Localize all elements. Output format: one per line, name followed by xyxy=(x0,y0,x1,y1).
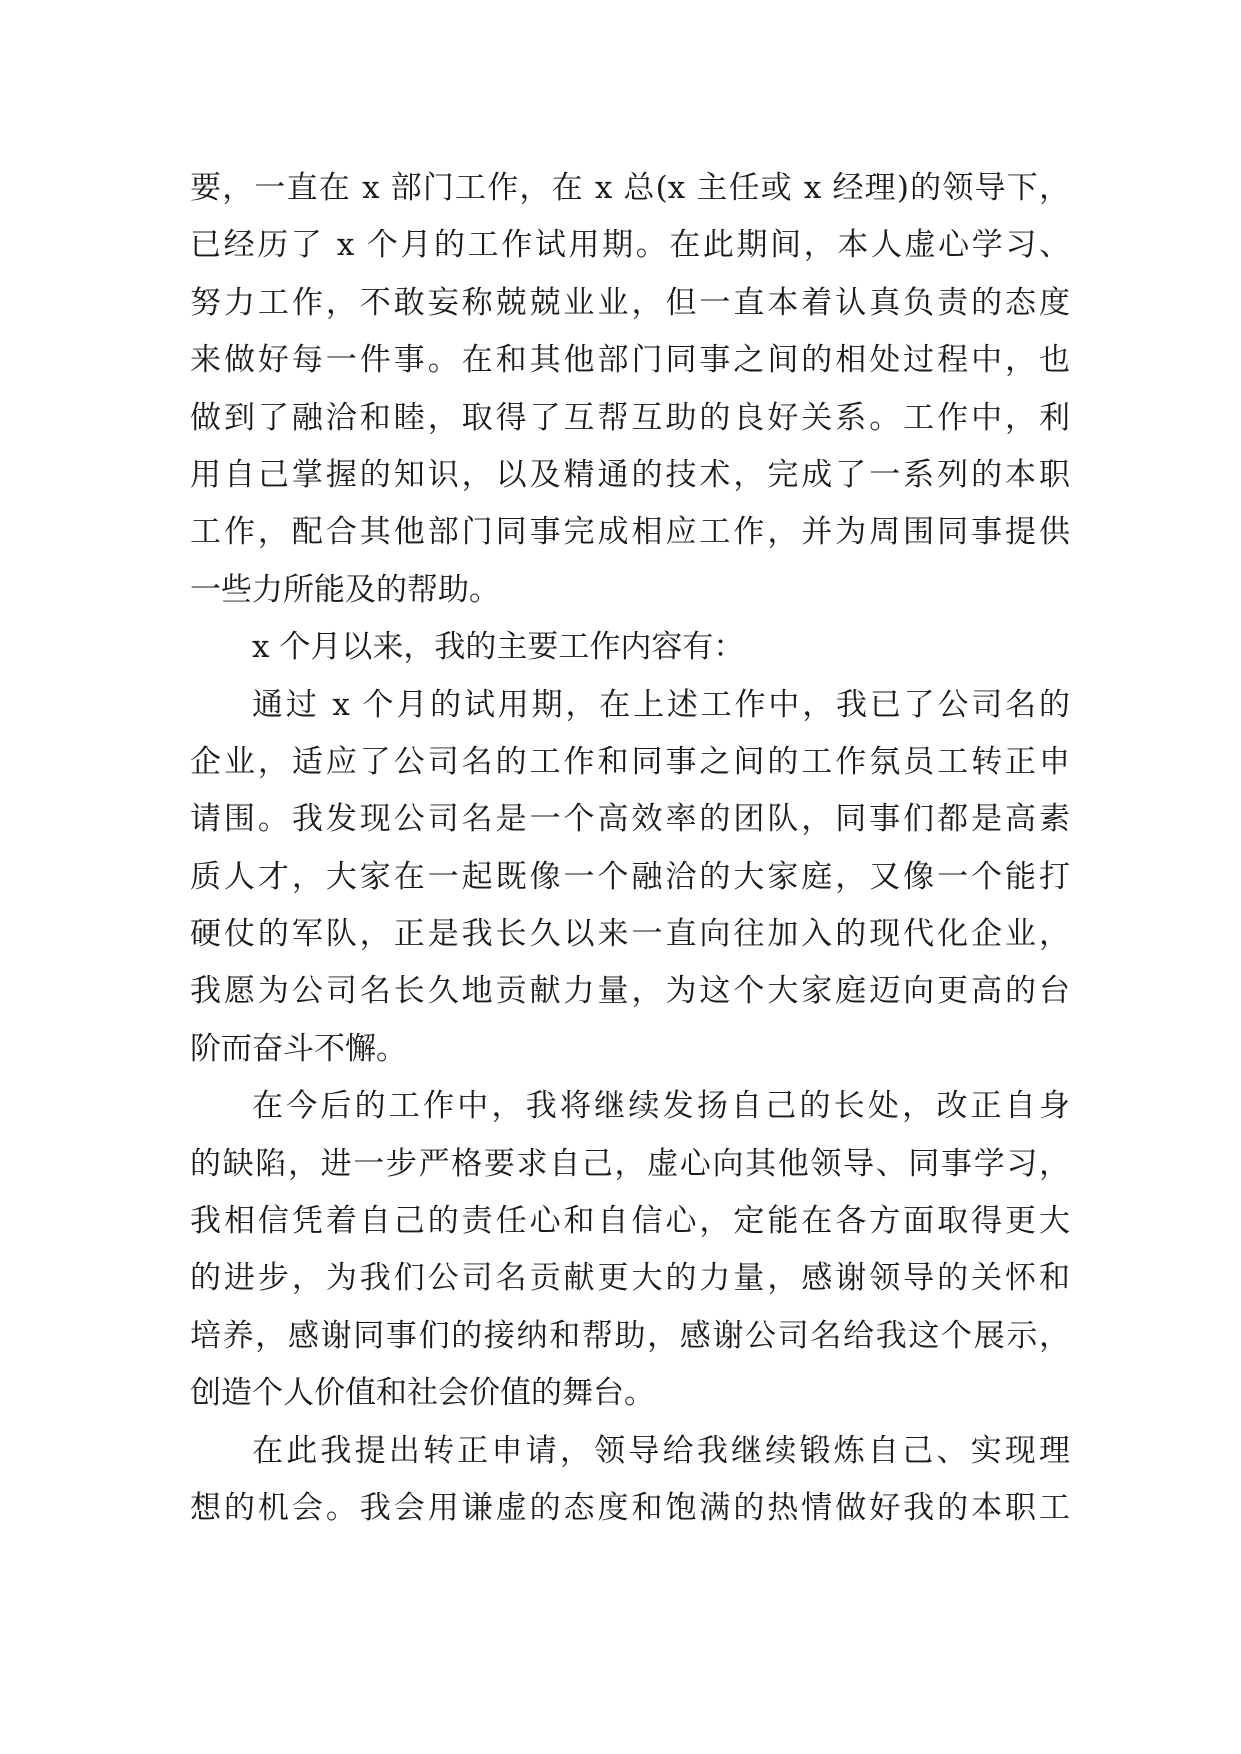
text-line: 想的机会。我会用谦虚的态度和饱满的热情做好我的本职工 xyxy=(190,1489,1070,1526)
text-line: x 个月以来，我的主要工作内容有： xyxy=(252,629,745,666)
text-line: 来做好每一件事。在和其他部门同事之间的相处过程中，也 xyxy=(190,342,1070,379)
text-line: 要，一直在 x 部门工作，在 x 总(x 主任或 x 经理)的领导下， xyxy=(190,170,1070,206)
text-line: 我愿为公司名长久地贡献力量，为这个大家庭迈向更高的台 xyxy=(190,973,1070,1010)
text-line: 做到了融洽和睦，取得了互帮互助的良好关系。工作中，利 xyxy=(190,399,1070,436)
text-line: 企业，适应了公司名的工作和同事之间的工作氛员工转正申 xyxy=(190,743,1070,780)
text-line: 质人才，大家在一起既像一个融洽的大家庭，又像一个能打 xyxy=(190,858,1070,895)
text-line: 在此我提出转正申请，领导给我继续锻炼自己、实现理 xyxy=(252,1432,1070,1469)
text-line: 工作，配合其他部门同事完成相应工作，并为周围同事提供 xyxy=(190,514,1070,551)
text-line: 培养，感谢同事们的接纳和帮助，感谢公司名给我这个展示， xyxy=(190,1317,1070,1354)
text-line: 通过 x 个月的试用期，在上述工作中，我已了公司名的 xyxy=(252,686,1070,723)
text-line: 努力工作，不敢妄称兢兢业业，但一直本着认真负责的态度 xyxy=(190,284,1070,321)
text-line: 阶而奋斗不懈。 xyxy=(190,1030,407,1067)
text-line: 硬仗的军队，正是我长久以来一直向往加入的现代化企业， xyxy=(190,916,1070,953)
text-line: 我相信凭着自己的责任心和自信心，定能在各方面取得更大 xyxy=(190,1203,1070,1240)
text-line: 请围。我发现公司名是一个高效率的团队，同事们都是高素 xyxy=(190,801,1070,838)
text-line: 创造个人价值和社会价值的舞台。 xyxy=(190,1375,655,1412)
text-line: 的进步，为我们公司名贡献更大的力量，感谢领导的关怀和 xyxy=(190,1260,1070,1297)
text-line: 一些力所能及的帮助。 xyxy=(190,571,500,608)
text-line: 在今后的工作中，我将继续发扬自己的长处，改正自身 xyxy=(252,1088,1070,1125)
document-body xyxy=(190,160,1070,1537)
text-line: 用自己掌握的知识，以及精通的技术，完成了一系列的本职 xyxy=(190,456,1070,493)
text-line: 已经历了 x 个月的工作试用期。在此期间，本人虚心学习、 xyxy=(190,227,1070,264)
text-line: 的缺陷，进一步严格要求自己，虚心向其他领导、同事学习， xyxy=(190,1145,1070,1182)
